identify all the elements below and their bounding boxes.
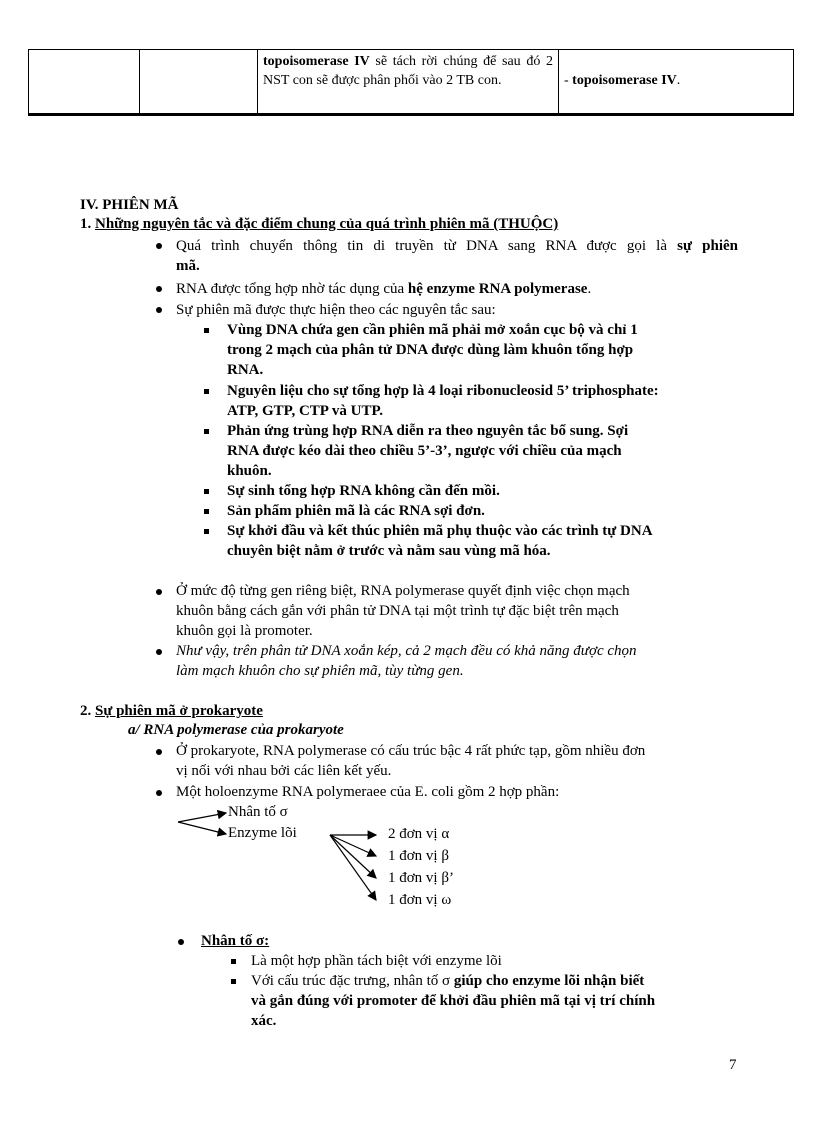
square-bullet-icon [204,509,209,514]
cell-prefix: - [564,73,573,88]
item-text: . [587,281,592,297]
arrow-to-core [178,822,226,834]
topoisomerase-term: topoisomerase IV [263,54,370,69]
subsection-number: 2. [80,703,95,719]
diagram-core-label: Enzyme lõi [228,825,297,841]
bullet-icon [156,589,162,595]
list-item [176,236,738,276]
page-number: 7 [729,1057,737,1073]
principle-line: ATP, GTP, CTP và UTP. [227,403,384,419]
principle-line: Vùng DNA chứa gen cần phiên mã phải mở xoắn cục bộ và chỉ 1 [227,322,638,338]
table-row [29,50,794,115]
sigma-point: Là một hợp phần tách biệt với enzyme lõi [251,953,502,969]
continuation-table [28,49,794,116]
subsection-title: Sự phiên mã ở prokaryote [95,703,263,719]
item-line: khuôn bằng cách gắn với phân tử DNA tại một trình tự đặc biệt trên mạch [176,603,619,619]
subsection-title: Những nguyên tắc và đặc điểm chung của quá trình phiên mã (THUỘC) [95,216,559,232]
item-text: RNA được tổng hợp nhờ tác dụng của [176,281,408,297]
principle-item: Sự sinh tổng hợp RNA không cần đến mồi. [227,483,500,499]
table-cell-enzyme [559,50,794,115]
item-bold: xác. [251,1013,277,1029]
list-item [176,641,637,681]
item-bold: hệ enzyme RNA polymerase [407,281,588,297]
sigma-heading: Nhân tố σ: [201,933,270,949]
section-heading-iv: IV. PHIÊN MÃ [80,197,179,213]
cell-suffix: . [676,73,681,88]
bullet-icon [156,243,162,249]
item-bold: mã. [176,258,200,274]
table-cell-topoisomerase-desc [258,50,559,115]
item-text: Quá trình chuyển thông tin di truyền từ DNA sang RNA được gọi là [176,238,678,254]
subsection-heading-2 [80,703,263,720]
diagram-unit-beta: 1 đơn vị β [388,848,449,864]
arrow-to-factor [178,813,226,822]
square-bullet-icon [204,529,209,534]
item-line: làm mạch khuôn cho sự phiên mã, tùy từng gen. [176,663,464,679]
principle-line: RNA. [227,362,264,378]
arrow-to-beta-prime [330,835,376,878]
item-line: Ở prokaryote, RNA polymerase có cấu trúc bậc 4 rất phức tạp, gồm nhiều đơn [176,743,646,759]
square-bullet-icon [204,389,209,394]
bullet-icon [156,307,162,313]
holoenzyme-arrows-diagram [170,800,390,910]
item-bold: sự phiên [677,238,738,254]
square-bullet-icon [231,979,236,984]
principle-line: chuyên biệt nằm ở trước và nằm sau vùng mã hóa. [227,543,551,559]
subheading-a: a/ RNA polymerase của prokaryote [128,722,344,738]
principle-item: Sản phẩm phiên mã là các RNA sợi đơn. [227,503,485,519]
principle-line: khuôn. [227,463,272,479]
principle-line: Nguyên liệu cho sự tổng hợp là 4 loại ribonucleosid 5’ triphosphate: [227,383,659,399]
principle-line: Sự khởi đầu và kết thúc phiên mã phụ thuộc vào các trình tự DNA [227,523,653,539]
sigma-point [251,971,655,1031]
bullet-icon [178,939,184,945]
subsection-heading-1 [80,216,558,233]
item-bold: và gắn đúng với promoter để khởi đầu phiên mã tại vị trí chính [251,993,656,1009]
square-bullet-icon [231,959,236,964]
square-bullet-icon [204,489,209,494]
principle-line: trong 2 mạch của phân tử DNA được dùng làm khuôn tổng hợp [227,342,634,358]
table-cell-empty-1 [29,50,140,115]
list-item [176,581,630,641]
bullet-icon [156,749,162,755]
item-bold: giúp cho enzyme lõi nhận biết [453,973,645,989]
bullet-icon [156,286,162,292]
enzyme-term: topoisomerase IV [572,73,677,88]
list-item [176,741,645,781]
principle-item [227,320,739,380]
principle-item [227,521,653,561]
item-text: Với cấu trúc đặc trưng, nhân tố σ [251,973,454,989]
item-text: Sự phiên mã được thực hiện theo các nguyên tắc sau: [176,302,496,318]
diagram-unit-omega: 1 đơn vị ω [388,892,452,908]
principle-line: RNA được kéo dài theo chiều 5’-3’, ngược với chiều của mạch [227,443,622,459]
bullet-icon [156,790,162,796]
square-bullet-icon [204,429,209,434]
item-line: Như vậy, trên phân tử DNA xoắn kép, cả 2 mạch đều có khả năng được chọn [176,643,637,659]
bullet-icon [156,649,162,655]
arrow-to-omega [330,835,376,900]
principle-item [227,381,659,421]
list-item [176,279,591,299]
diagram-unit-beta-prime: 1 đơn vị β’ [388,870,454,886]
topoisomerase-desc-text: sẽ tách rời chúng để sau đó 2 NST con sẽ được phân phối vào 2 TB con. [263,54,553,88]
principle-line: Phản ứng trùng hợp RNA diễn ra theo nguyên tắc bổ sung. Sợi [227,423,629,439]
subsection-number: 1. [80,216,95,232]
table-cell-empty-2 [140,50,258,115]
list-item: Một holoenzyme RNA polymeraee của E. coli gồm 2 hợp phần: [176,784,560,800]
item-line: vị nối với nhau bởi các liên kết yếu. [176,763,392,779]
item-line: Ở mức độ từng gen riêng biệt, RNA polymerase quyết định việc chọn mạch [176,583,630,599]
diagram-unit-alpha: 2 đơn vị α [388,826,450,842]
item-line: khuôn gọi là promoter. [176,623,313,639]
principle-item [227,421,628,481]
square-bullet-icon [204,328,209,333]
list-item [176,300,496,320]
diagram-factor-label: Nhân tố σ [228,804,288,820]
